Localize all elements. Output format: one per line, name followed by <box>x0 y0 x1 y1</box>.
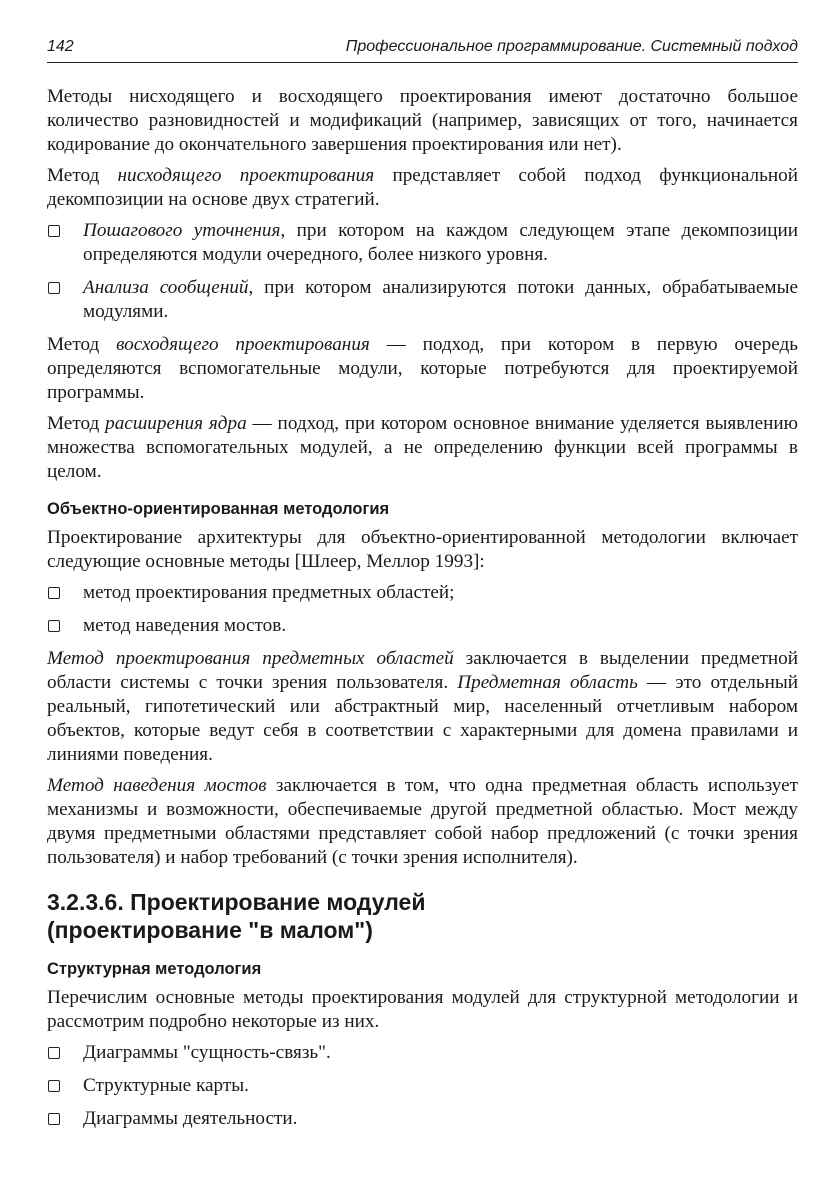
paragraph-domain-design: Метод проектирования предметных областей заключается в выделении предметной области системы с точки зрения пользователя. Предметная область — это отдельный реальный, гипотетический или абстрактный мир, населенный отчетливым набором объектов, которые ведут себя в соответствии с характерными для домена правилами и линиями поведения. <box>47 648 799 765</box>
paragraph-core-extension: Метод расширения ядра — подход, при котором основное внимание уделяется выявлению множества вспомогательных модулей, а не определению функции всей программы в целом. <box>47 413 798 482</box>
checkbox-bullet-icon <box>48 225 60 237</box>
checkbox-bullet-icon <box>48 587 60 599</box>
page-number: 142 <box>47 38 74 55</box>
running-header <box>47 36 798 63</box>
subheading-object-oriented: Объектно-ориентированная методология <box>47 500 390 518</box>
list-item: Пошагового уточнения, при котором на каждом следующем этапе декомпозиции определяются модули очередного, более низкого уровня. <box>47 219 798 267</box>
list-item: Структурные карты. <box>47 1074 798 1098</box>
oo-methods-list <box>47 581 798 638</box>
paragraph-top-down: Метод нисходящего проектирования представляет собой подход функциональной декомпозиции на основе двух стратегий. <box>47 165 798 210</box>
checkbox-bullet-icon <box>48 1080 60 1092</box>
list-item: метод проектирования предметных областей; <box>47 581 798 605</box>
term-domain: Предметная область <box>457 672 638 693</box>
checkbox-bullet-icon <box>48 1047 60 1059</box>
subheading-structural: Структурная методология <box>47 960 262 978</box>
checkbox-bullet-icon <box>48 620 60 632</box>
paragraph-bridges: Метод наведения мостов заключается в том, что одна предметная область использует механизмы и возможности, обеспечиваемые другой предметной областью. Мост между двумя предметными областями представляет собой набор предложений (с точки зрения пользователя) и набор требований (с точки зрения исполнителя). <box>47 775 798 868</box>
section-heading: 3.2.3.6. Проектирование модулей (проектирование "в малом") <box>47 889 426 943</box>
term-top-down: нисходящего проектирования <box>117 165 375 186</box>
strategy-list <box>47 219 798 324</box>
paragraph-structural-intro: Перечислим основные методы проектирования модулей для структурной методологии и рассмотрим подробно некоторые из них. <box>47 987 798 1032</box>
paragraph-bottom-up: Метод восходящего проектирования — подход, при котором в первую очередь определяются вспомогательные модули, которые потребуются для проектируемой программы. <box>47 334 799 403</box>
checkbox-bullet-icon <box>48 1113 60 1125</box>
term-domain-design: Метод проектирования предметных областей <box>47 648 454 669</box>
term-bottom-up: восходящего проектирования <box>116 334 370 355</box>
checkbox-bullet-icon <box>48 282 60 294</box>
list-item: Диаграммы "сущность-связь". <box>47 1041 798 1065</box>
list-item: Анализа сообщений, при котором анализируются потоки данных, обрабатываемые модулями. <box>47 276 798 324</box>
paragraph-methods-intro: Методы нисходящего и восходящего проектирования имеют достаточно большое количество разновидностей и модификаций (например, зависящих от того, начинается кодирование до окончательного завершения проектирования или нет). <box>47 86 798 155</box>
structural-methods-list <box>47 1041 798 1131</box>
page-body <box>47 85 798 1131</box>
book-page <box>47 36 798 1140</box>
list-item: Диаграммы деятельности. <box>47 1107 798 1131</box>
paragraph-oo-intro: Проектирование архитектуры для объектно-ориентированной методологии включает следующие основные методы [Шлеер, Меллор 1993]: <box>47 527 798 572</box>
list-item: метод наведения мостов. <box>47 614 798 638</box>
term-core-extension: расширения ядра <box>105 413 247 434</box>
running-title: Профессиональное программирование. Системный подход <box>345 38 798 55</box>
term-bridges: Метод наведения мостов <box>47 775 267 796</box>
